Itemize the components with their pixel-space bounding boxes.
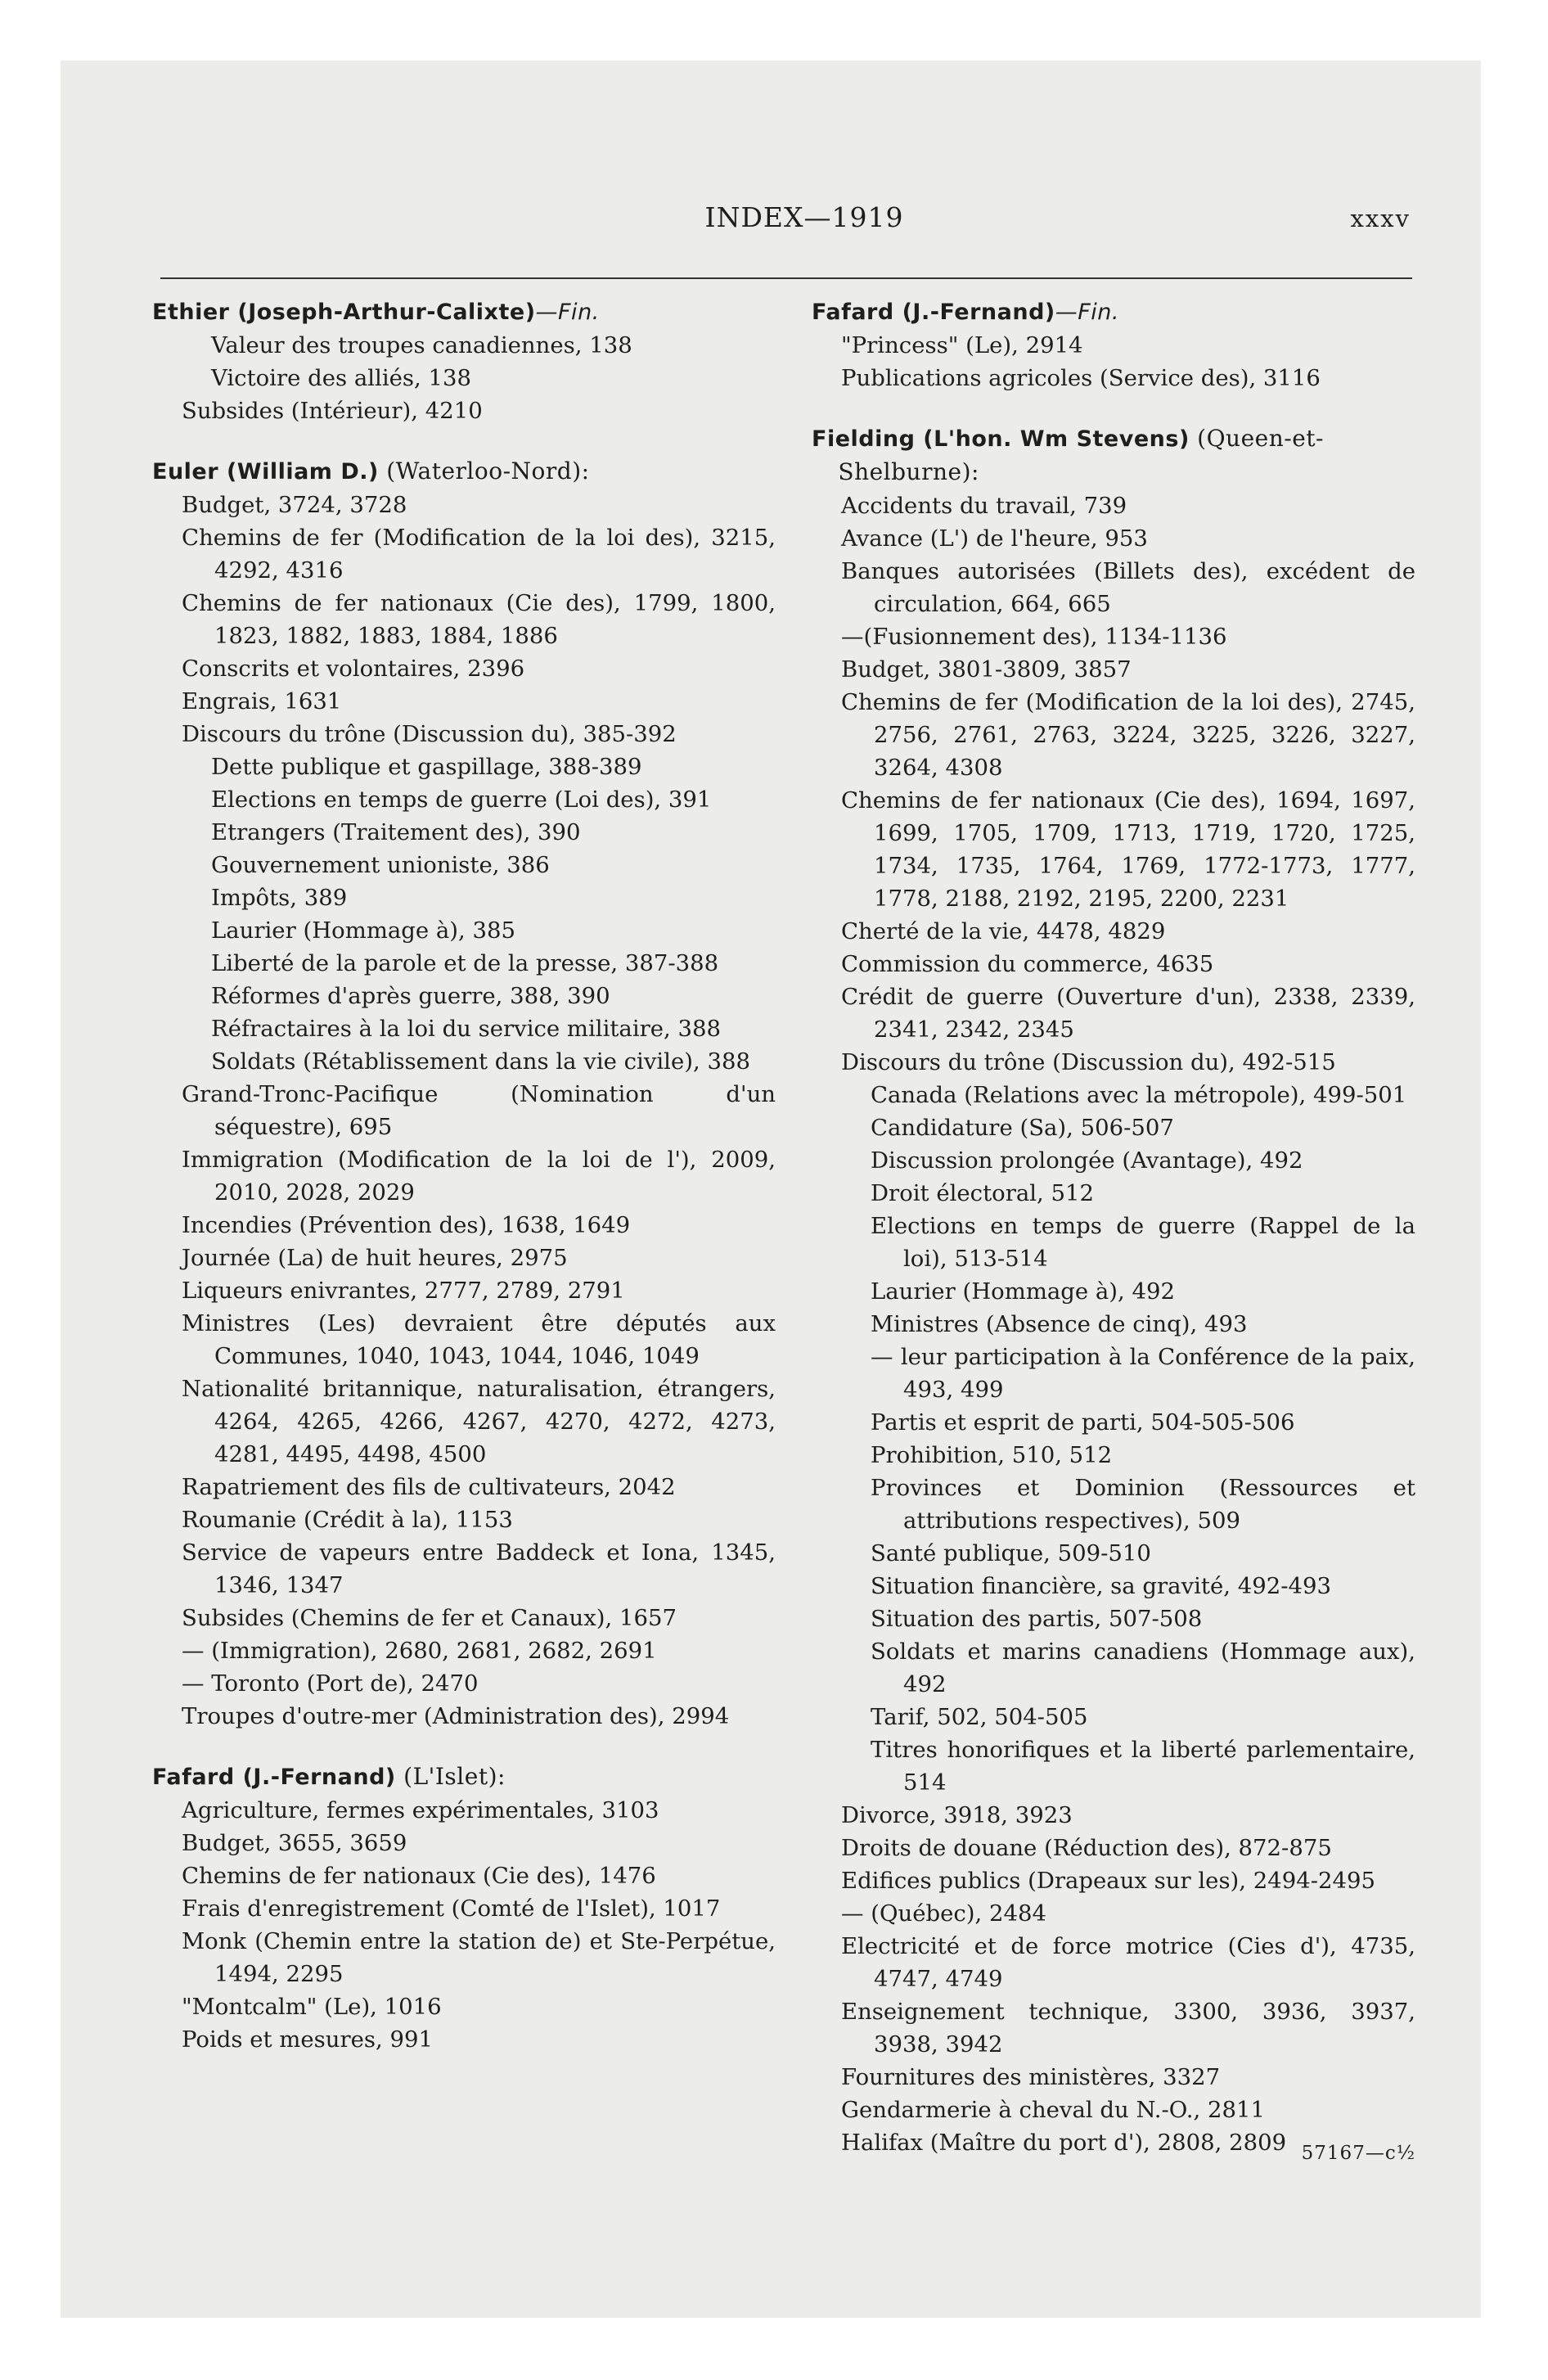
index-entry: Chemins de fer nationaux (Cie des), 1799, 1800, 1823, 1882, 1883, 1884, 1886 (182, 590, 776, 649)
index-entry: Halifax (Maître du port d'), 2808, 2809 (841, 2130, 1287, 2156)
index-subentry: Tarif, 502, 504-505 (871, 1704, 1088, 1730)
index-entry: Journée (La) de huit heures, 2975 (182, 1245, 568, 1271)
index-entry: Commission du commerce, 4635 (841, 951, 1214, 977)
index-entry: Engrais, 1631 (182, 688, 342, 714)
index-subentry: Gouvernement unioniste, 386 (211, 852, 550, 878)
index-subentry: Santé publique, 509-510 (871, 1540, 1151, 1566)
index-entry: — (Immigration), 2680, 2681, 2682, 2691 (182, 1638, 657, 1664)
index-entry: —(Fusionnement des), 1134-1136 (841, 624, 1227, 650)
index-subentry: — leur participation à la Conférence de la paix, 493, 499 (871, 1344, 1415, 1403)
index-entry: Service de vapeurs entre Baddeck et Iona, 1345, 1346, 1347 (182, 1539, 776, 1598)
heading-constituency: (L'Islet): (395, 1763, 506, 1790)
index-subentry: Discussion prolongée (Avantage), 492 (871, 1147, 1303, 1174)
index-subentry: Réformes d'après guerre, 388, 390 (211, 983, 610, 1009)
index-entry: Discours du trône (Discussion du), 492-515 (841, 1049, 1336, 1075)
index-entry: — (Québec), 2484 (841, 1900, 1046, 1927)
index-entry: Gendarmerie à cheval du N.-O., 2811 (841, 2097, 1265, 2123)
index-subentry: Ministres (Absence de cinq), 493 (871, 1311, 1248, 1337)
index-entry: "Montcalm" (Le), 1016 (182, 1994, 442, 2020)
index-entry: Avance (L') de l'heure, 953 (841, 525, 1148, 552)
index-entry: Chemins de fer (Modification de la loi des), 2745, 2756, 2761, 2763, 3224, 3225, 3226, 3227, 3264, 4308 (841, 689, 1415, 781)
index-heading (812, 296, 1415, 329)
heading-continued: —Fin. (535, 300, 600, 325)
index-subentry: Elections en temps de guerre (Rappel de la loi), 513-514 (871, 1213, 1415, 1272)
index-entry: Rapatriement des fils de cultivateurs, 2042 (182, 1474, 676, 1500)
index-subentry: Prohibition, 510, 512 (871, 1442, 1113, 1468)
index-heading (152, 455, 776, 489)
index-entry: Roumanie (Crédit à la), 1153 (182, 1507, 513, 1533)
index-entry: Budget, 3801-3809, 3857 (841, 656, 1132, 683)
index-entry: Subsides (Intérieur), 4210 (182, 398, 483, 424)
index-entry: Enseignement technique, 3300, 3936, 3937, 3938, 3942 (841, 1999, 1415, 2058)
heading-name: Fafard (J.-Fernand) (152, 1765, 396, 1790)
index-entry: Banques autorisées (Billets des), excédent de circulation, 664, 665 (841, 558, 1415, 617)
index-entry: Fournitures des ministères, 3327 (841, 2064, 1221, 2090)
index-entry: "Princess" (Le), 2914 (841, 332, 1083, 358)
heading-name: Euler (William D.) (152, 459, 379, 485)
index-entry: Accidents du travail, 739 (841, 493, 1127, 519)
heading-constituency: (Queen-et-Shelburne): (838, 425, 1325, 485)
heading-name: Ethier (Joseph-Arthur-Calixte) (152, 300, 536, 325)
index-entry: Incendies (Prévention des), 1638, 1649 (182, 1212, 631, 1238)
index-entry: Subsides (Chemins de fer et Canaux), 1657 (182, 1605, 677, 1631)
index-subentry: Situation des partis, 507-508 (871, 1606, 1203, 1632)
page-number: xxxv (1350, 205, 1411, 232)
page-sheet (61, 61, 1481, 2318)
index-entry: Publications agricoles (Service des), 3116 (841, 365, 1321, 391)
index-entry: Edifices publics (Drapeaux sur les), 2494-2495 (841, 1868, 1376, 1894)
index-subentry: Réfractaires à la loi du service militaire, 388 (211, 1016, 722, 1042)
page-title: INDEX—1919 (704, 201, 904, 233)
index-heading (152, 1760, 776, 1794)
header-rule (160, 277, 1412, 279)
index-entry: Monk (Chemin entre la station de) et Ste-Perpétue, 1494, 2295 (182, 1928, 776, 1987)
index-subentry: Candidature (Sa), 506-507 (871, 1115, 1174, 1141)
heading-constituency: (Waterloo-Nord): (378, 458, 590, 485)
index-subentry: Titres honorifiques et la liberté parlementaire, 514 (871, 1737, 1415, 1796)
index-entry: Ministres (Les) devraient être députés aux Communes, 1040, 1043, 1044, 1046, 1049 (182, 1310, 776, 1369)
index-entry: Troupes d'outre-mer (Administration des), 2994 (182, 1703, 730, 1729)
printer-signature: 57167—c½ (1301, 2143, 1415, 2164)
index-subentry: Soldats et marins canadiens (Hommage aux), 492 (871, 1639, 1415, 1697)
index-entry: Grand-Tronc-Pacifique (Nomination d'un séquestre), 695 (182, 1081, 776, 1140)
heading-name: Fielding (L'hon. Wm Stevens) (812, 426, 1190, 452)
index-heading (152, 296, 776, 329)
left-column (152, 296, 776, 2056)
index-subentry: Dette publique et gaspillage, 388-389 (211, 754, 642, 780)
right-column (812, 296, 1415, 2164)
page-header (198, 201, 1411, 234)
index-entry: Conscrits et volontaires, 2396 (182, 656, 525, 682)
index-entry: Discours du trône (Discussion du), 385-392 (182, 721, 677, 747)
index-entry: Frais d'enregistrement (Comté de l'Islet), 1017 (182, 1895, 721, 1922)
index-subentry: Valeur des troupes canadiennes, 138 (211, 332, 632, 358)
index-subentry: Soldats (Rétablissement dans la vie civile), 388 (211, 1048, 750, 1075)
index-subentry: Provinces et Dominion (Ressources et attributions respectives), 509 (871, 1475, 1415, 1534)
index-entry: — Toronto (Port de), 2470 (182, 1670, 479, 1697)
index-entry: Chemins de fer nationaux (Cie des), 1476 (182, 1863, 656, 1889)
index-entry: Immigration (Modification de la loi de l'), 2009, 2010, 2028, 2029 (182, 1147, 776, 1206)
index-subentry: Elections en temps de guerre (Loi des), 391 (211, 787, 712, 813)
index-subentry: Impôts, 389 (211, 885, 348, 911)
index-entry: Liqueurs enivrantes, 2777, 2789, 2791 (182, 1278, 625, 1304)
index-entry: Droits de douane (Réduction des), 872-875 (841, 1835, 1332, 1861)
index-entry: Budget, 3724, 3728 (182, 492, 407, 518)
index-entry: Crédit de guerre (Ouverture d'un), 2338, 2339, 2341, 2342, 2345 (841, 984, 1415, 1043)
index-entry: Nationalité britannique, naturalisation, étrangers, 4264, 4265, 4266, 4267, 4270, 4272, 4273, 4281, 4495, 4498, 4500 (182, 1376, 776, 1467)
index-entry: Cherté de la vie, 4478, 4829 (841, 918, 1166, 944)
index-subentry: Droit électoral, 512 (871, 1180, 1094, 1206)
index-entry: Budget, 3655, 3659 (182, 1830, 407, 1856)
index-subentry: Laurier (Hommage à), 492 (871, 1278, 1176, 1305)
heading-continued: —Fin. (1055, 300, 1119, 325)
index-subentry: Etrangers (Traitement des), 390 (211, 819, 581, 845)
index-entry: Divorce, 3918, 3923 (841, 1802, 1073, 1828)
heading-name: Fafard (J.-Fernand) (812, 300, 1055, 325)
index-subentry: Canada (Relations avec la métropole), 499-501 (871, 1082, 1407, 1108)
index-subentry: Situation financière, sa gravité, 492-493 (871, 1573, 1331, 1599)
index-entry: Electricité et de force motrice (Cies d'), 4735, 4747, 4749 (841, 1933, 1415, 1992)
index-subentry: Partis et esprit de parti, 504-505-506 (871, 1409, 1295, 1436)
index-subentry: Victoire des alliés, 138 (211, 365, 472, 391)
index-subentry: Laurier (Hommage à), 385 (211, 917, 516, 944)
index-heading (812, 422, 1415, 489)
index-entry: Poids et mesures, 991 (182, 2026, 433, 2053)
index-entry: Chemins de fer nationaux (Cie des), 1694, 1697, 1699, 1705, 1709, 1713, 1719, 1720, 1725, 1734, 1735, 1764, 1769, 1772-1773, 1777, 1778, 2188, 2192, 2195, 2200, 2231 (841, 787, 1415, 912)
index-entry: Agriculture, fermes expérimentales, 3103 (182, 1797, 659, 1823)
index-subentry: Liberté de la parole et de la presse, 387-388 (211, 950, 719, 976)
index-entry: Chemins de fer (Modification de la loi des), 3215, 4292, 4316 (182, 525, 776, 584)
